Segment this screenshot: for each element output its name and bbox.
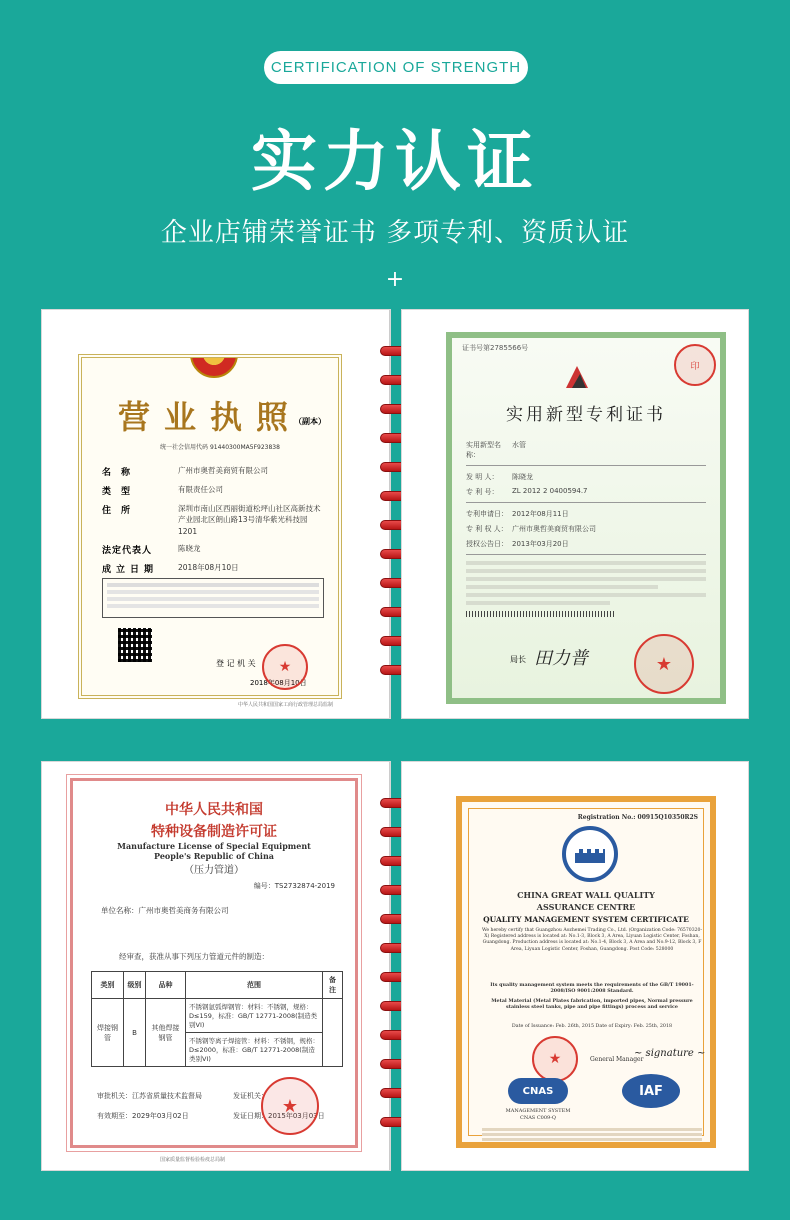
- license3-issue-date: 发证日期：2015年03月03日: [233, 1112, 325, 1120]
- patent-row: [466, 509, 706, 519]
- qms-cert-title: QUALITY MANAGEMENT SYSTEM CERTIFICATE: [483, 915, 689, 924]
- patent-office-seal: 印: [674, 344, 716, 386]
- patent-row-value: 2012年08月11日: [512, 510, 569, 518]
- qms-org-line2: ASSURANCE CENTRE: [536, 902, 636, 912]
- patent-row: [466, 472, 706, 482]
- director-signature: 田力普: [534, 648, 588, 669]
- patent-row: [466, 440, 706, 460]
- license3-number: 编号：TS2732874-2019: [253, 882, 335, 890]
- binder-page-business-license: [42, 310, 390, 718]
- cnas-code: CNAS C009-Q: [520, 1115, 556, 1121]
- license-row-label: 法定代表人: [102, 545, 153, 556]
- patent-row-value: 2013年03月20日: [512, 540, 569, 548]
- patent-row-label: 授权公告日：: [466, 540, 508, 548]
- license-row: [102, 503, 324, 537]
- patent-fields: [452, 425, 720, 617]
- page-title: 实力认证: [251, 123, 539, 200]
- manufacture-license-certificate: [70, 778, 358, 1148]
- qms-gm-signature: ~ signature ~: [634, 1048, 706, 1059]
- quality-management-certificate: [456, 796, 716, 1148]
- binder-page-manufacture-license: [42, 762, 390, 1170]
- patent-number: 证书号第2785566号: [462, 344, 529, 352]
- license3-title-en2: People's Republic of China: [154, 851, 274, 861]
- license-title: 营业执照: [117, 398, 302, 436]
- patent-row-label: 发 明 人：: [466, 473, 499, 481]
- patent-certificate: [446, 332, 726, 704]
- table-header: 范围: [186, 972, 323, 999]
- qms-gm-label: General Manager: [590, 1056, 644, 1063]
- license-row-value: 有限责任公司: [178, 485, 223, 494]
- table-header: 备注: [323, 972, 343, 999]
- national-emblem-icon: [190, 354, 238, 378]
- qr-code-icon: [118, 628, 152, 662]
- license3-valid: 有效期至：2029年03月02日: [97, 1112, 189, 1120]
- cnas-sub: MANAGEMENT SYSTEM: [505, 1108, 571, 1114]
- table-cell: 其他焊接钢管: [146, 999, 186, 1067]
- patent-logo-icon: [562, 362, 592, 392]
- table-cell: 不锈钢氩弧焊钢管：材料：不锈钢，规格：D≤159，标准：GB/T 12771-2008(制造类别VI): [186, 999, 323, 1033]
- qms-footer-note: [482, 1128, 702, 1141]
- patent-row-value: 陈晓龙: [512, 473, 533, 481]
- patent-red-seal: ★: [634, 634, 694, 694]
- patent-row: [466, 487, 706, 497]
- qms-dates: Date of Issuance: Feb. 26th, 2015 Date of Expiry: Feb. 25th, 2018: [511, 1024, 673, 1029]
- table-row: [92, 999, 343, 1033]
- qms-standard: Its quality management system meets the requirements of the GB/T 19001-2008/ISO 9001:2008 Standard.: [490, 982, 694, 995]
- license-row: [102, 562, 324, 575]
- license-row-value: 陈晓龙: [178, 543, 201, 553]
- certification-pill: CERTIFICATION OF STRENGTH: [264, 51, 528, 84]
- patent-row-label: 专利申请日：: [466, 510, 508, 518]
- patent-row-label: 专 利 号：: [466, 488, 499, 496]
- director-label: 局长: [510, 655, 526, 664]
- license3-red-seal: ★: [261, 1077, 319, 1135]
- license3-title-en1: Manufacture License of Special Equipment: [117, 841, 311, 851]
- patent-row-label: 实用新型名称：: [466, 441, 501, 459]
- license-row-label: 名称: [102, 468, 141, 478]
- license3-title-line1: 中华人民共和国: [165, 802, 263, 818]
- patent-body-text: [466, 561, 706, 605]
- patent-row: [466, 539, 706, 549]
- table-header-row: [92, 972, 343, 999]
- patent-title: 实用新型专利证书: [506, 405, 666, 425]
- license-fields: [82, 451, 338, 575]
- credit-code-value: 91440300MA5F923838: [209, 444, 280, 451]
- license-date: 2018年08月10日: [250, 679, 307, 687]
- license-row: [102, 543, 324, 556]
- license-row-value: 2018年08月10日: [178, 562, 239, 572]
- iaf-logo: IAF: [622, 1074, 680, 1108]
- plus-icon: +: [385, 267, 405, 292]
- red-seal-stamp: ★: [262, 644, 308, 690]
- patent-row-value: 广州市奥哲美商贸有限公司: [512, 525, 596, 533]
- notice-box: [102, 578, 324, 618]
- license-row-label: 类型: [102, 487, 141, 497]
- great-wall-logo-icon: [562, 826, 618, 882]
- table-header: 品种: [146, 972, 186, 999]
- business-license-certificate: [78, 354, 342, 699]
- registrar-label: 登 记 机 关: [216, 659, 256, 668]
- table-cell: 不锈钢等离子焊接管：材料：不锈钢，规格：D≤2000，标准：GB/T 12771-2008(制造类别VI): [186, 1033, 323, 1067]
- license3-approved: 经审查，获准从事下列压力管道元件的制造：: [119, 952, 269, 961]
- license-row-value: 广州市奥哲美商贸有限公司: [178, 466, 268, 475]
- credit-code: [160, 442, 338, 451]
- credit-code-label: 统一社会信用代码: [160, 444, 209, 451]
- license-footer: 中华人民共和国国家工商行政管理总局监制: [238, 702, 334, 708]
- license3-unit: 单位名称：广州市奥哲美商务有限公司: [101, 906, 229, 915]
- table-cell: 焊接钢管: [92, 999, 124, 1067]
- table-cell: [323, 999, 343, 1067]
- license-row: [102, 465, 324, 478]
- license3-subtitle: （压力管道）: [184, 865, 244, 876]
- patent-row-value: ZL 2012 2 0400594.7: [512, 487, 588, 495]
- qms-scope: Metal Material (Metal Plates fabrication, imported pipes, Normal pressure stainless steel tanks, pipe and pipe fittings) process and service: [491, 998, 693, 1011]
- binder-page-quality-certificate: [402, 762, 748, 1170]
- license-row-value: 深圳市南山区西丽街道松坪山社区高新技术产业园北区朗山路13号清华紫光科技园1201: [178, 504, 321, 536]
- license3-footer: 国家质量监督检验检疫总局制: [160, 1157, 226, 1163]
- license3-table: [91, 971, 343, 1067]
- qms-red-seal: ★: [532, 1036, 578, 1082]
- patent-row-label: 专 利 权 人：: [466, 525, 508, 533]
- license-row-label: 住所: [102, 506, 141, 516]
- binder-page-patent: [402, 310, 748, 718]
- patent-barcode: [466, 611, 616, 617]
- license3-table-wrap: [91, 971, 343, 1067]
- table-cell: B: [124, 999, 146, 1067]
- page-subtitle: 企业店铺荣誉证书 多项专利、资质认证: [160, 218, 630, 248]
- license-row: [102, 484, 324, 497]
- license3-title-line2: 特种设备制造许可证: [151, 824, 277, 840]
- cnas-logo: CNAS: [508, 1078, 568, 1104]
- table-header: 级别: [124, 972, 146, 999]
- license3-authority: 审批机关：江苏省质量技术监督局: [97, 1092, 202, 1100]
- qms-body: We hereby certify that Guangzhou Aozhemei Trading Co., Ltd. (Organization Code: 76570320-X) Registered address is located at: No.1-3, Block 3, A Area, Liyuan Logistic Center, Foshan, Guangdong. Production address is located at: No.1-4, Block 3, A Area and No.9-12, Block 3, F Area, Liyuan Logistic Center, Foshan, Guangdong. Post Code: 528000: [481, 928, 703, 952]
- qms-reg-no: Registration No.: 00915Q10350R2S: [577, 814, 698, 821]
- patent-row-value: 水管: [512, 441, 526, 449]
- license-row-label: 成立日期: [102, 564, 159, 575]
- patent-row: [466, 524, 706, 534]
- qms-org-line1: CHINA GREAT WALL QUALITY: [517, 890, 655, 900]
- license-copy-label: （副本）: [294, 417, 326, 426]
- table-header: 类别: [92, 972, 124, 999]
- license3-issue-label: 发证机关：: [233, 1092, 268, 1100]
